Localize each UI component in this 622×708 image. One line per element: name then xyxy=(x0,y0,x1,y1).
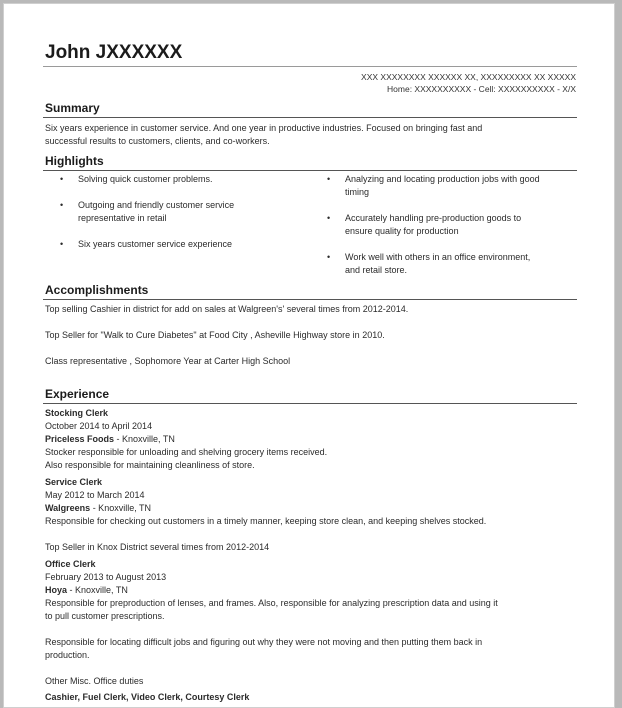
company-location: - Knoxville, TN xyxy=(90,503,152,513)
accomplishments-divider xyxy=(43,299,577,300)
accomplishment-item: Top selling Cashier in district for add on sales at Walgreen's' several times from 2012-2014. xyxy=(45,304,409,314)
bullet-icon: • xyxy=(60,174,64,184)
accomplishment-item: Class representative , Sophomore Year at Carter High School xyxy=(45,356,291,366)
address-line: XXX XXXXXXXX XXXXXX XX, XXXXXXXXX XX XXXXX xyxy=(361,72,576,82)
phone-line: Home: XXXXXXXXXX - Cell: XXXXXXXXXX - X/X xyxy=(387,84,576,94)
summary-line-1: Six years experience in customer service. And one year in productive industries. Focused on bringing fast and xyxy=(45,123,483,133)
accomplishments-heading: Accomplishments xyxy=(45,283,149,297)
company-location: - Knoxville, TN xyxy=(67,585,128,595)
company-location: - Knoxville, TN xyxy=(114,434,175,444)
highlight-item: • Solving quick customer problems. xyxy=(60,174,213,184)
job-description: to pull customer prescriptions. xyxy=(45,611,165,621)
company-name: Hoya xyxy=(45,585,68,595)
job-title: Service Clerk xyxy=(45,477,103,487)
summary-line-2: successful results to customers, clients, and co-workers. xyxy=(45,136,270,146)
other-job-titles: Cashier, Fuel Clerk, Video Clerk, Courtesy Clerk xyxy=(45,692,250,702)
highlight-item: • Accurately handling pre-production goods to ensure quality for production xyxy=(327,213,522,236)
company-name: Priceless Foods xyxy=(45,434,115,444)
job-title: Stocking Clerk xyxy=(45,408,109,418)
candidate-name: John JXXXXXX xyxy=(45,42,183,63)
header-divider xyxy=(43,66,577,67)
job-dates: February 2013 to August 2013 xyxy=(45,572,167,582)
bullet-icon: • xyxy=(327,213,331,223)
job-title: Office Clerk xyxy=(45,559,96,569)
summary-heading: Summary xyxy=(45,101,100,115)
job-dates: October 2014 to April 2014 xyxy=(45,421,153,431)
resume-page xyxy=(3,3,615,708)
job-description: Stocker responsible for unloading and shelving grocery items received. xyxy=(45,447,328,457)
bullet-icon: • xyxy=(60,239,64,249)
job-employer xyxy=(45,584,128,597)
company-name: Walgreens xyxy=(45,503,91,513)
highlight-item: • Six years customer service experience xyxy=(60,239,233,249)
job-description: Also responsible for maintaining cleanliness of store. xyxy=(45,460,255,470)
other-misc-duties: Other Misc. Office duties xyxy=(45,676,144,686)
job-note: Top Seller in Knox District several times from 2012-2014 xyxy=(45,542,270,552)
bullet-icon: • xyxy=(327,174,331,184)
experience-heading: Experience xyxy=(45,387,110,401)
job-description: Responsible for preproduction of lenses, and frames. Also, responsible for analyzing prescription data and using it xyxy=(45,598,498,608)
bullet-icon: • xyxy=(327,252,331,262)
accomplishment-item: Top Seller for "Walk to Cure Diabetes" at Food City , Asheville Highway store in 2010. xyxy=(45,330,385,340)
highlight-item: • Analyzing and locating production jobs with good timing xyxy=(327,174,540,197)
bullet-icon: • xyxy=(60,200,64,210)
summary-divider xyxy=(43,117,577,118)
job-employer xyxy=(45,502,151,515)
highlights-right-list xyxy=(327,173,582,277)
experience-divider xyxy=(43,403,577,404)
job-employer xyxy=(45,433,175,446)
highlight-item: • Outgoing and friendly customer service representative in retail xyxy=(60,200,235,223)
job-description: Responsible for checking out customers in a timely manner, keeping store clean, and keeping shelves stocked. xyxy=(45,516,487,526)
job-dates: May 2012 to March 2014 xyxy=(45,490,145,500)
highlights-divider xyxy=(43,170,577,171)
highlight-item: • Work well with others in an office environment, and retail store. xyxy=(327,252,531,275)
highlights-left-list xyxy=(60,173,310,251)
job-description: production. xyxy=(45,650,90,660)
job-description: Responsible for locating difficult jobs and figuring out why they were not moving and then putting them back in xyxy=(45,637,483,647)
highlights-heading: Highlights xyxy=(45,154,104,168)
contact-info xyxy=(361,71,576,95)
